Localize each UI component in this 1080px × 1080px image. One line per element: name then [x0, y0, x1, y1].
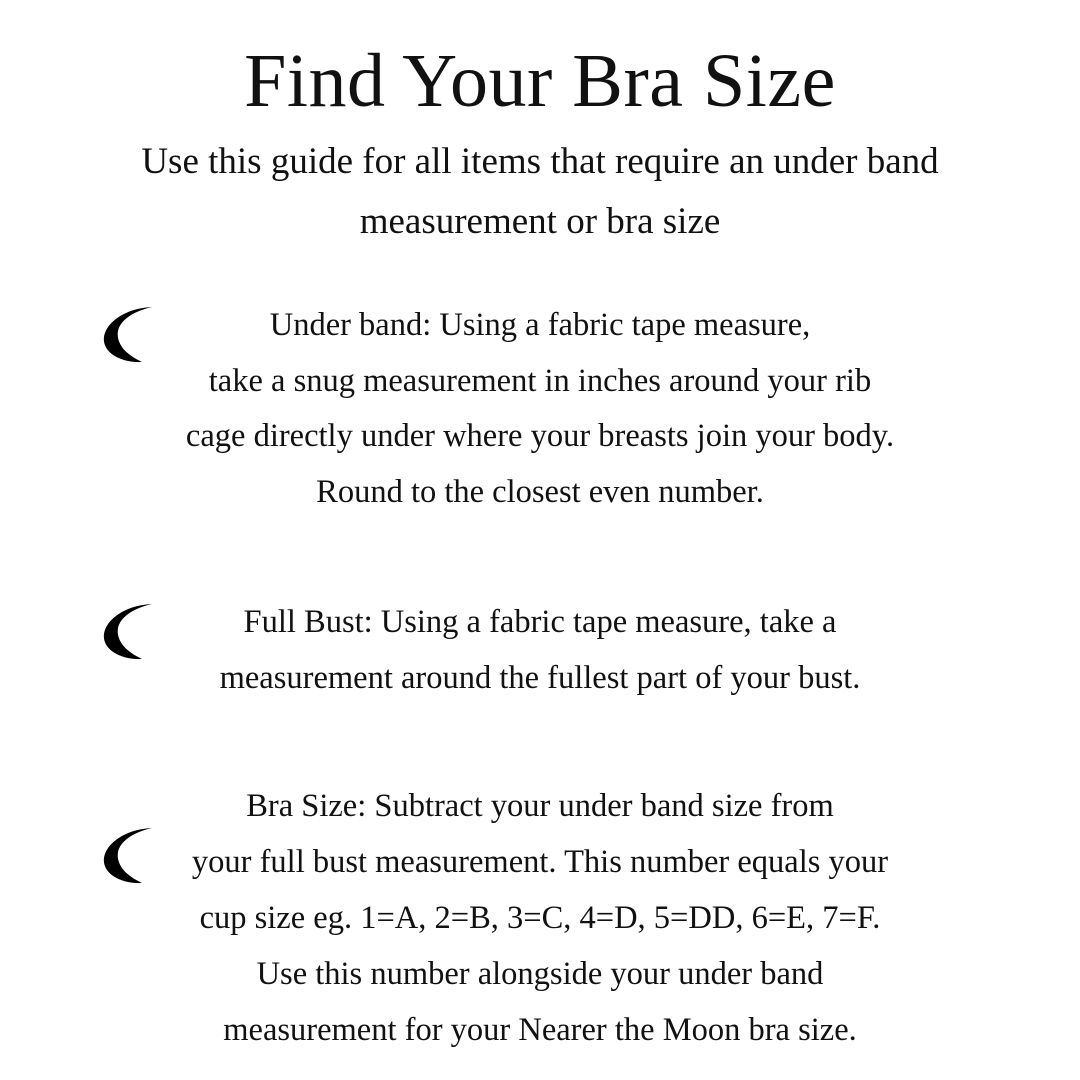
section-line: measurement around the fullest part of your bust. [219, 660, 861, 697]
section-text [70, 298, 1010, 522]
section-line: Round to the closest even number. [316, 474, 764, 511]
section-line: your full bust measurement. This number equals your [191, 843, 889, 880]
section-line: cup size eg. 1=A, 2=B, 3=C, 4=D, 5=DD, 6=E, 7=F. [199, 899, 881, 936]
subtitle-line: measurement or bra size [359, 200, 721, 242]
section-line: Bra Size: Subtract your under band size from [246, 788, 834, 825]
section-line: take a snug measurement in inches around your rib [208, 362, 872, 399]
section-full-bust [30, 595, 1050, 707]
page-subtitle [50, 132, 1030, 252]
section-text [70, 595, 1010, 707]
page-title: Find Your Bra Size [244, 39, 836, 123]
section-line: Under band: Using a fabric tape measure, [269, 306, 811, 343]
instruction-sections [30, 298, 1050, 1059]
section-text [70, 779, 1010, 1058]
section-line: cage directly under where your breasts join your body. [185, 418, 895, 455]
section-line: Use this number alongside your under band [256, 955, 824, 992]
section-line: Full Bust: Using a fabric tape measure, take a [243, 604, 837, 641]
crescent-moon-icon [88, 304, 174, 366]
section-under-band [30, 298, 1050, 522]
crescent-moon-icon [88, 601, 174, 663]
section-bra-size [30, 779, 1050, 1058]
crescent-moon-icon [88, 825, 174, 887]
subtitle-line: Use this guide for all items that require an under band [141, 140, 939, 182]
section-line: measurement for your Nearer the Moon bra size. [223, 1011, 857, 1048]
